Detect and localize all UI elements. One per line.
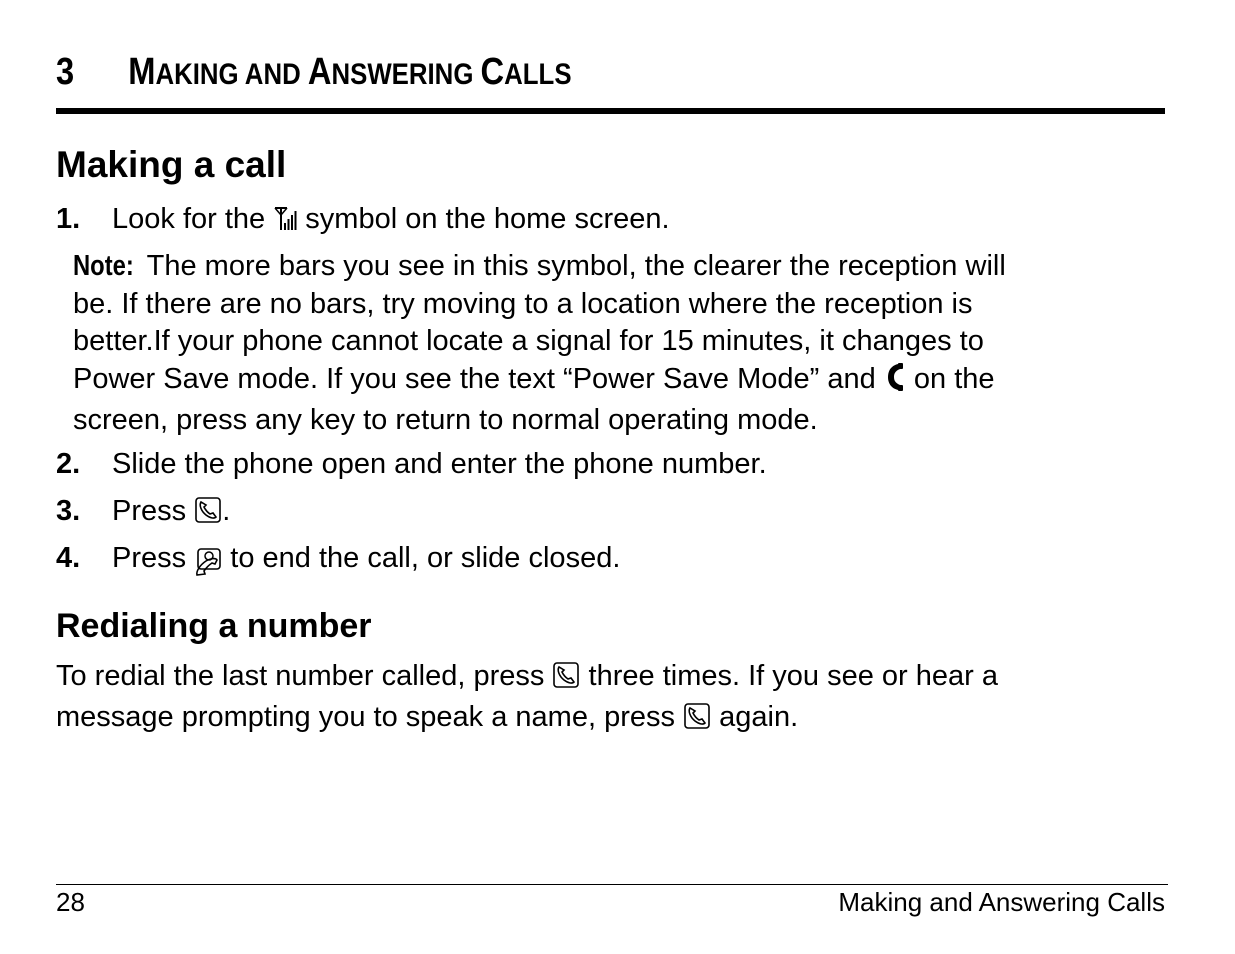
send-key-icon xyxy=(194,496,222,533)
send-key-icon xyxy=(552,661,580,699)
footer-rule xyxy=(56,884,1168,885)
section-heading-redialing: Redialing a number xyxy=(56,607,372,645)
redial-paragraph: To redial the last number called, press three times. If you see or hear a message prompting you to speak a name, press again. xyxy=(56,658,998,740)
phone-handset-icon xyxy=(884,362,906,403)
step-3: 3. Press . xyxy=(56,493,230,533)
step-2: 2. Slide the phone open and enter the phone number. xyxy=(56,448,767,480)
signal-strength-icon xyxy=(273,205,297,241)
note-block: Note: The more bars you see in this symbol, the clearer the reception will be. If there are no bars, try moving to a location where the reception is better.If your phone cannot locate a signal for 15 minutes, it changes to Power Save mode. If you see the text “Power Save Mode” and on the screen, press any key to return to normal operating mode. xyxy=(73,250,1006,436)
step-1: 1. Look for the symbol on the home screen. xyxy=(56,201,670,241)
end-key-icon xyxy=(194,547,222,586)
footer-chapter-title: Making and Answering Calls xyxy=(838,887,1165,917)
chapter-title: MAKING AND ANSWERING CALLS xyxy=(128,51,572,93)
note-label: Note: xyxy=(73,250,134,282)
page-number: 28 xyxy=(56,887,85,917)
step-4: 4. Press to end the call, or slide closed. xyxy=(56,540,620,586)
section-heading-making-a-call: Making a call xyxy=(56,144,287,185)
chapter-heading xyxy=(56,50,572,97)
chapter-number: 3 xyxy=(56,51,75,93)
chapter-rule xyxy=(56,108,1165,114)
send-key-icon xyxy=(683,702,711,740)
